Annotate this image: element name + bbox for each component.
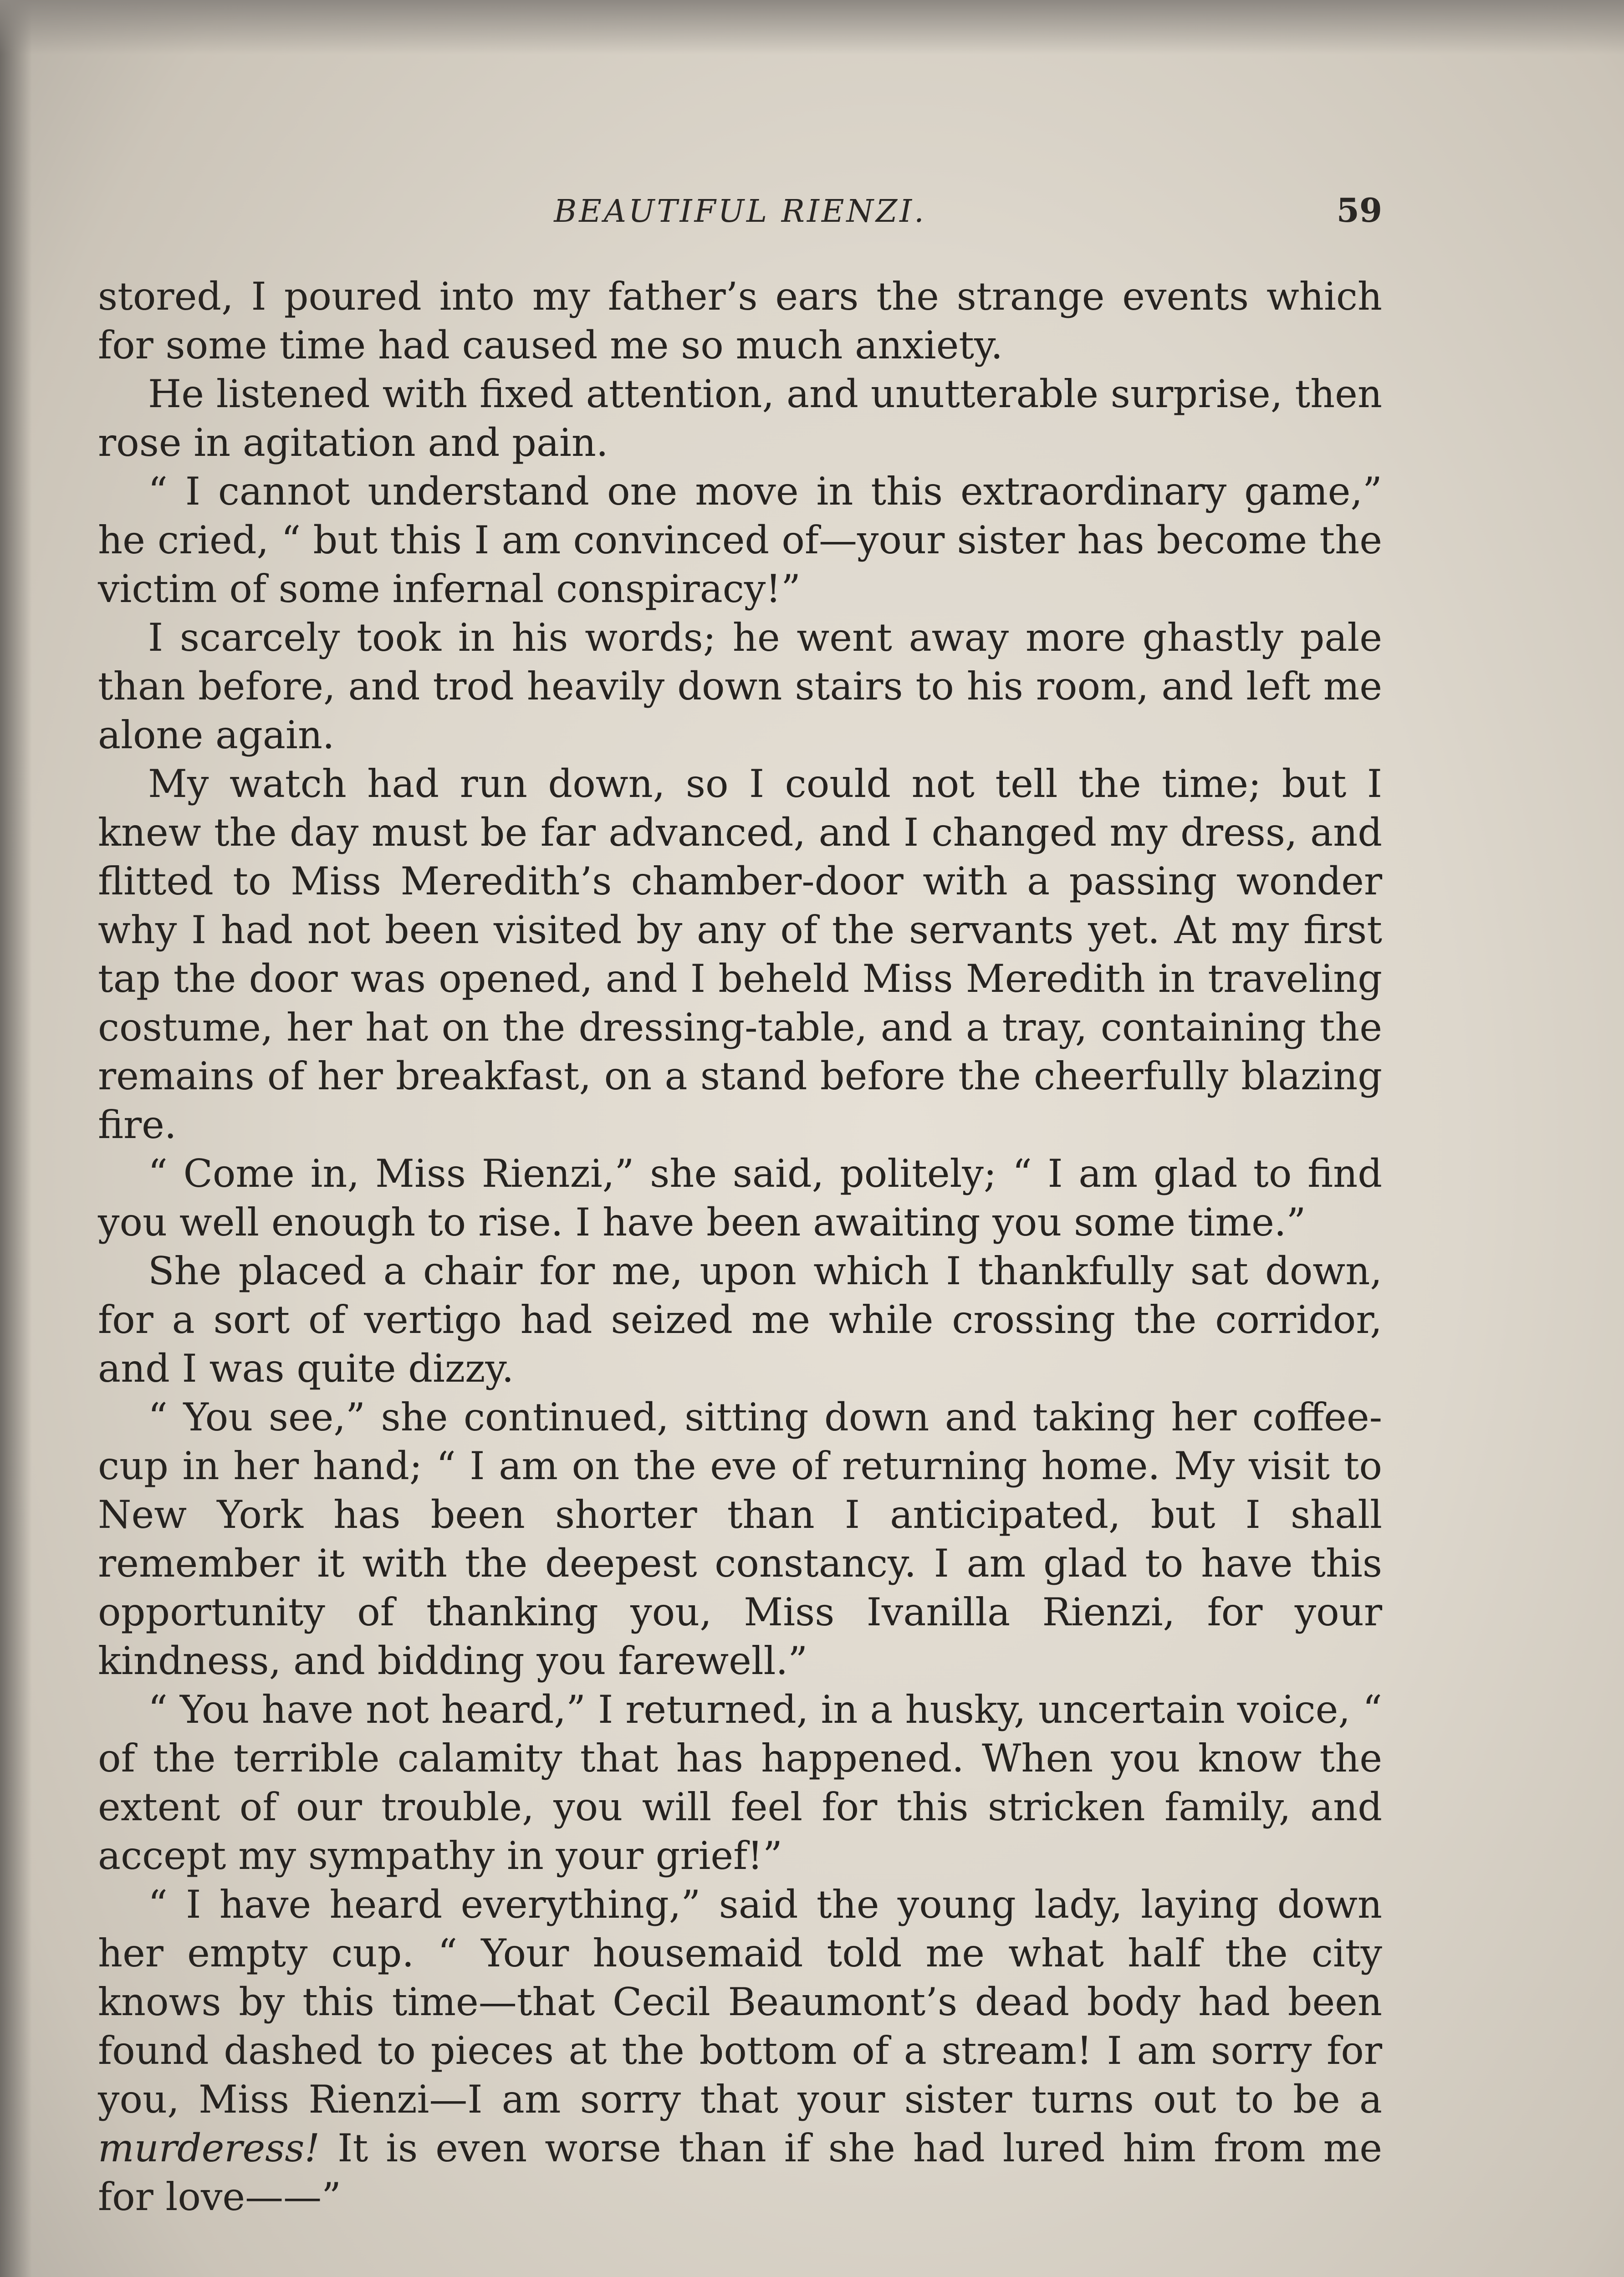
- paragraph-last: [98, 1880, 1382, 2221]
- paragraph: stored, I poured into my father’s ears the strange events which for some time had caused me so much anxiety.: [98, 274, 1382, 368]
- paragraph: I scarcely took in his words; he went away more ghastly pale than before, and trod heavily down stairs to his room, and left me alone again.: [98, 615, 1382, 757]
- page-body-text: [98, 272, 1382, 2221]
- page-header: [98, 184, 1382, 239]
- paragraph: “ You see,” she continued, sitting down and taking her coffee-cup in her hand; “ I am on the eve of returning home. My visit to New York has been shorter than I anticipated, but I shall remember it with the deepest constancy. I am glad to have this opportunity of thanking you, Miss Ivanilla Rienzi, for your kindness, and bidding you farewell.”: [98, 1395, 1382, 1683]
- emphasized-word: murderess!: [98, 2126, 320, 2170]
- page-number: 59: [1336, 191, 1382, 230]
- paragraph-last-start: “ I have heard everything,” said the young lady, laying down her empty cup. “ Your housemaid told me what half the city knows by this time—that Cecil Beaumont’s dead body had been found dashed to pieces at the bottom of a stream! I am sorry for you, Miss Rienzi—I am sorry that your sister turns out to be a: [98, 1882, 1382, 2122]
- paragraph: He listened with fixed attention, and unutterable surprise, then rose in agitation and pain.: [98, 372, 1382, 465]
- paragraph: “ I cannot understand one move in this extraordinary game,” he cried, “ but this I am convinced of—your sister has become the victim of some infernal conspiracy!”: [98, 469, 1382, 611]
- running-title: BEAUTIFUL RIENZI.: [554, 194, 926, 230]
- paragraph-last-tail: It is even worse than if she had lured him from me for love——”: [98, 2126, 1382, 2219]
- paragraph: “ You have not heard,” I returned, in a husky, uncertain voice, “ of the terrible calamity that has happened. When you know the extent of our trouble, you will feel for this stricken family, and accept my sympathy in your grief!”: [98, 1687, 1382, 1878]
- paragraph: My watch had run down, so I could not tell the time; but I knew the day must be far advanced, and I changed my dress, and flitted to Miss Meredith’s chamber-door with a passing wonder why I had not been visited by any of the servants yet. At my first tap the door was opened, and I beheld Miss Meredith in traveling costume, her hat on the dressing-table, and a tray, containing the remains of her breakfast, on a stand before the cheerfully blazing fire.: [98, 761, 1382, 1147]
- paragraph: “ Come in, Miss Rienzi,” she said, politely; “ I am glad to find you well enough to rise. I have been awaiting you some time.”: [98, 1151, 1382, 1245]
- paragraph: She placed a chair for me, upon which I thankfully sat down, for a sort of vertigo had seized me while crossing the corridor, and I was quite dizzy.: [98, 1249, 1382, 1391]
